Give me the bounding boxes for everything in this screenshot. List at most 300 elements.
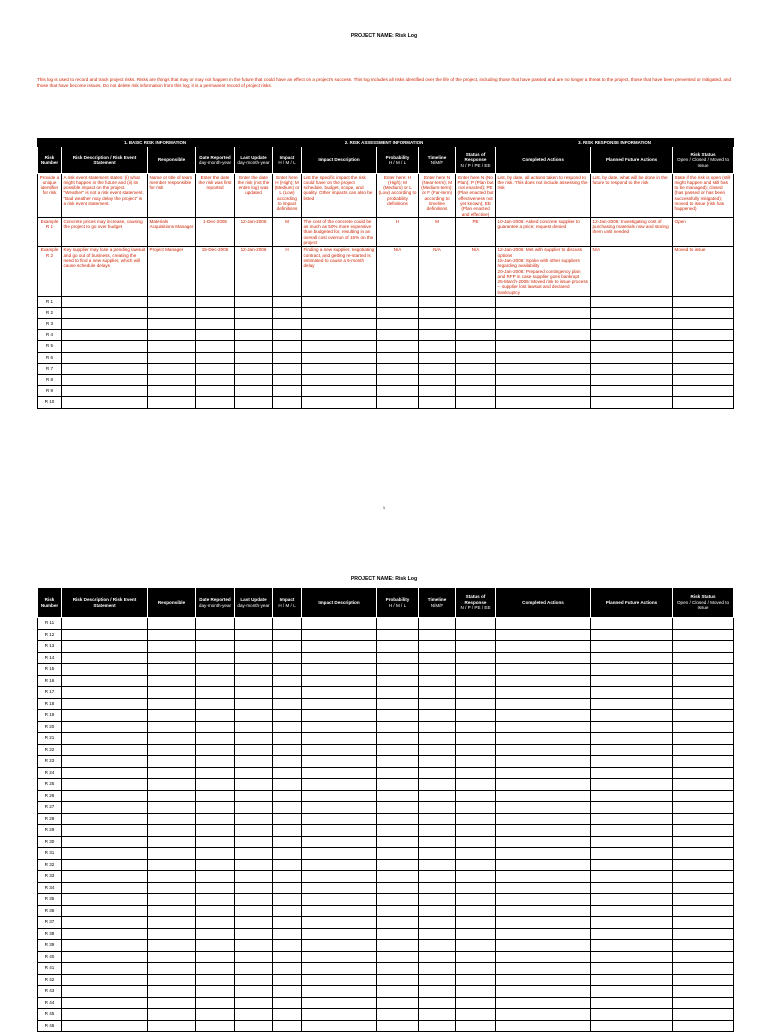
empty-cell[interactable] (62, 710, 148, 722)
empty-cell[interactable] (673, 917, 734, 929)
empty-cell[interactable] (456, 848, 496, 860)
empty-cell[interactable] (496, 756, 591, 768)
empty-cell[interactable] (273, 767, 302, 779)
empty-cell[interactable] (273, 733, 302, 745)
empty-cell[interactable] (62, 894, 148, 906)
empty-cell[interactable] (62, 986, 148, 998)
empty-cell[interactable] (377, 848, 419, 860)
empty-cell[interactable] (496, 397, 591, 408)
empty-cell[interactable] (419, 363, 456, 374)
empty-cell[interactable] (673, 363, 734, 374)
empty-cell[interactable] (673, 710, 734, 722)
empty-cell[interactable] (673, 951, 734, 963)
empty-cell[interactable] (62, 871, 148, 883)
empty-cell[interactable] (496, 767, 591, 779)
empty-cell[interactable] (496, 296, 591, 307)
empty-cell[interactable] (496, 710, 591, 722)
empty-cell[interactable] (591, 951, 673, 963)
empty-cell[interactable] (673, 641, 734, 653)
empty-cell[interactable] (196, 710, 235, 722)
empty-cell[interactable] (148, 721, 196, 733)
empty-cell[interactable] (62, 675, 148, 687)
empty-cell[interactable] (496, 813, 591, 825)
empty-cell[interactable] (196, 951, 235, 963)
empty-cell[interactable] (419, 652, 456, 664)
empty-cell[interactable] (235, 928, 273, 940)
empty-cell[interactable] (196, 330, 235, 341)
empty-cell[interactable] (196, 940, 235, 952)
empty-cell[interactable] (456, 664, 496, 676)
empty-cell[interactable] (273, 341, 302, 352)
empty-cell[interactable] (377, 836, 419, 848)
empty-cell[interactable] (456, 341, 496, 352)
empty-cell[interactable] (62, 756, 148, 768)
empty-cell[interactable] (591, 341, 673, 352)
empty-cell[interactable] (377, 813, 419, 825)
empty-cell[interactable] (302, 341, 377, 352)
empty-cell[interactable] (62, 363, 148, 374)
empty-cell[interactable] (673, 687, 734, 699)
empty-cell[interactable] (62, 733, 148, 745)
empty-cell[interactable] (62, 848, 148, 860)
empty-cell[interactable] (62, 1020, 148, 1032)
empty-cell[interactable] (235, 790, 273, 802)
empty-cell[interactable] (148, 894, 196, 906)
empty-cell[interactable] (673, 756, 734, 768)
empty-cell[interactable] (62, 318, 148, 329)
empty-cell[interactable] (456, 1009, 496, 1021)
empty-cell[interactable] (196, 997, 235, 1009)
empty-cell[interactable] (148, 905, 196, 917)
empty-cell[interactable] (496, 779, 591, 791)
empty-cell[interactable] (302, 330, 377, 341)
empty-cell[interactable] (377, 882, 419, 894)
empty-cell[interactable] (377, 859, 419, 871)
empty-cell[interactable] (673, 963, 734, 975)
empty-cell[interactable] (377, 963, 419, 975)
empty-cell[interactable] (591, 629, 673, 641)
empty-cell[interactable] (591, 963, 673, 975)
empty-cell[interactable] (235, 974, 273, 986)
empty-cell[interactable] (419, 974, 456, 986)
empty-cell[interactable] (673, 986, 734, 998)
empty-cell[interactable] (496, 802, 591, 814)
empty-cell[interactable] (673, 341, 734, 352)
empty-cell[interactable] (591, 871, 673, 883)
empty-cell[interactable] (591, 894, 673, 906)
empty-cell[interactable] (419, 397, 456, 408)
empty-cell[interactable] (591, 307, 673, 318)
empty-cell[interactable] (273, 698, 302, 710)
empty-cell[interactable] (302, 963, 377, 975)
empty-cell[interactable] (456, 744, 496, 756)
empty-cell[interactable] (377, 664, 419, 676)
empty-cell[interactable] (196, 744, 235, 756)
empty-cell[interactable] (419, 767, 456, 779)
empty-cell[interactable] (673, 940, 734, 952)
empty-cell[interactable] (673, 318, 734, 329)
empty-cell[interactable] (148, 986, 196, 998)
empty-cell[interactable] (591, 836, 673, 848)
empty-cell[interactable] (273, 318, 302, 329)
empty-cell[interactable] (62, 664, 148, 676)
empty-cell[interactable] (673, 296, 734, 307)
empty-cell[interactable] (377, 802, 419, 814)
empty-cell[interactable] (496, 386, 591, 397)
empty-cell[interactable] (456, 779, 496, 791)
empty-cell[interactable] (377, 652, 419, 664)
empty-cell[interactable] (196, 363, 235, 374)
empty-cell[interactable] (235, 687, 273, 699)
empty-cell[interactable] (496, 330, 591, 341)
empty-cell[interactable] (496, 675, 591, 687)
empty-cell[interactable] (235, 940, 273, 952)
empty-cell[interactable] (148, 629, 196, 641)
empty-cell[interactable] (302, 848, 377, 860)
empty-cell[interactable] (673, 859, 734, 871)
empty-cell[interactable] (196, 341, 235, 352)
empty-cell[interactable] (62, 767, 148, 779)
empty-cell[interactable] (196, 687, 235, 699)
empty-cell[interactable] (377, 790, 419, 802)
empty-cell[interactable] (148, 859, 196, 871)
empty-cell[interactable] (377, 871, 419, 883)
empty-cell[interactable] (673, 721, 734, 733)
empty-cell[interactable] (377, 397, 419, 408)
empty-cell[interactable] (302, 397, 377, 408)
empty-cell[interactable] (148, 618, 196, 630)
empty-cell[interactable] (419, 618, 456, 630)
empty-cell[interactable] (591, 374, 673, 385)
empty-cell[interactable] (456, 894, 496, 906)
empty-cell[interactable] (273, 756, 302, 768)
empty-cell[interactable] (456, 675, 496, 687)
empty-cell[interactable] (591, 802, 673, 814)
empty-cell[interactable] (302, 652, 377, 664)
empty-cell[interactable] (148, 352, 196, 363)
empty-cell[interactable] (377, 928, 419, 940)
empty-cell[interactable] (591, 848, 673, 860)
empty-cell[interactable] (419, 330, 456, 341)
empty-cell[interactable] (673, 629, 734, 641)
empty-cell[interactable] (302, 790, 377, 802)
empty-cell[interactable] (496, 1020, 591, 1032)
empty-cell[interactable] (148, 664, 196, 676)
empty-cell[interactable] (496, 721, 591, 733)
empty-cell[interactable] (148, 836, 196, 848)
empty-cell[interactable] (196, 1020, 235, 1032)
empty-cell[interactable] (456, 940, 496, 952)
empty-cell[interactable] (235, 386, 273, 397)
empty-cell[interactable] (496, 641, 591, 653)
empty-cell[interactable] (591, 882, 673, 894)
empty-cell[interactable] (148, 871, 196, 883)
empty-cell[interactable] (196, 974, 235, 986)
empty-cell[interactable] (377, 894, 419, 906)
empty-cell[interactable] (419, 825, 456, 837)
empty-cell[interactable] (673, 871, 734, 883)
empty-cell[interactable] (302, 318, 377, 329)
empty-cell[interactable] (196, 836, 235, 848)
empty-cell[interactable] (302, 859, 377, 871)
empty-cell[interactable] (302, 905, 377, 917)
empty-cell[interactable] (591, 664, 673, 676)
empty-cell[interactable] (419, 307, 456, 318)
empty-cell[interactable] (196, 629, 235, 641)
empty-cell[interactable] (273, 825, 302, 837)
empty-cell[interactable] (377, 675, 419, 687)
empty-cell[interactable] (148, 744, 196, 756)
empty-cell[interactable] (235, 825, 273, 837)
empty-cell[interactable] (235, 779, 273, 791)
empty-cell[interactable] (196, 802, 235, 814)
empty-cell[interactable] (62, 397, 148, 408)
empty-cell[interactable] (591, 318, 673, 329)
empty-cell[interactable] (419, 1020, 456, 1032)
empty-cell[interactable] (62, 652, 148, 664)
empty-cell[interactable] (377, 386, 419, 397)
empty-cell[interactable] (496, 744, 591, 756)
empty-cell[interactable] (673, 1020, 734, 1032)
empty-cell[interactable] (148, 675, 196, 687)
empty-cell[interactable] (496, 733, 591, 745)
empty-cell[interactable] (673, 675, 734, 687)
empty-cell[interactable] (377, 629, 419, 641)
empty-cell[interactable] (591, 296, 673, 307)
empty-cell[interactable] (148, 813, 196, 825)
empty-cell[interactable] (673, 664, 734, 676)
empty-cell[interactable] (235, 813, 273, 825)
empty-cell[interactable] (377, 374, 419, 385)
empty-cell[interactable] (196, 318, 235, 329)
empty-cell[interactable] (456, 698, 496, 710)
empty-cell[interactable] (456, 352, 496, 363)
empty-cell[interactable] (377, 951, 419, 963)
empty-cell[interactable] (377, 618, 419, 630)
empty-cell[interactable] (196, 813, 235, 825)
empty-cell[interactable] (673, 698, 734, 710)
empty-cell[interactable] (673, 836, 734, 848)
empty-cell[interactable] (456, 710, 496, 722)
empty-cell[interactable] (591, 779, 673, 791)
empty-cell[interactable] (62, 744, 148, 756)
empty-cell[interactable] (496, 997, 591, 1009)
empty-cell[interactable] (456, 641, 496, 653)
empty-cell[interactable] (196, 779, 235, 791)
empty-cell[interactable] (302, 779, 377, 791)
empty-cell[interactable] (62, 618, 148, 630)
empty-cell[interactable] (273, 675, 302, 687)
empty-cell[interactable] (235, 664, 273, 676)
empty-cell[interactable] (419, 698, 456, 710)
empty-cell[interactable] (419, 986, 456, 998)
empty-cell[interactable] (302, 756, 377, 768)
empty-cell[interactable] (235, 986, 273, 998)
empty-cell[interactable] (591, 710, 673, 722)
empty-cell[interactable] (273, 848, 302, 860)
empty-cell[interactable] (62, 341, 148, 352)
empty-cell[interactable] (302, 386, 377, 397)
empty-cell[interactable] (496, 882, 591, 894)
empty-cell[interactable] (148, 1009, 196, 1021)
empty-cell[interactable] (235, 629, 273, 641)
empty-cell[interactable] (673, 767, 734, 779)
empty-cell[interactable] (591, 767, 673, 779)
empty-cell[interactable] (591, 756, 673, 768)
empty-cell[interactable] (62, 629, 148, 641)
empty-cell[interactable] (196, 905, 235, 917)
empty-cell[interactable] (302, 296, 377, 307)
empty-cell[interactable] (673, 802, 734, 814)
empty-cell[interactable] (302, 710, 377, 722)
empty-cell[interactable] (302, 721, 377, 733)
empty-cell[interactable] (673, 397, 734, 408)
empty-cell[interactable] (591, 1009, 673, 1021)
empty-cell[interactable] (235, 374, 273, 385)
empty-cell[interactable] (302, 894, 377, 906)
empty-cell[interactable] (62, 859, 148, 871)
empty-cell[interactable] (273, 986, 302, 998)
empty-cell[interactable] (62, 790, 148, 802)
empty-cell[interactable] (456, 307, 496, 318)
empty-cell[interactable] (419, 894, 456, 906)
empty-cell[interactable] (302, 871, 377, 883)
empty-cell[interactable] (377, 721, 419, 733)
empty-cell[interactable] (62, 698, 148, 710)
empty-cell[interactable] (235, 859, 273, 871)
empty-cell[interactable] (591, 1020, 673, 1032)
empty-cell[interactable] (419, 963, 456, 975)
empty-cell[interactable] (419, 882, 456, 894)
empty-cell[interactable] (591, 397, 673, 408)
empty-cell[interactable] (148, 698, 196, 710)
empty-cell[interactable] (456, 363, 496, 374)
empty-cell[interactable] (302, 1020, 377, 1032)
empty-cell[interactable] (419, 386, 456, 397)
empty-cell[interactable] (196, 664, 235, 676)
empty-cell[interactable] (302, 675, 377, 687)
empty-cell[interactable] (196, 882, 235, 894)
empty-cell[interactable] (673, 790, 734, 802)
empty-cell[interactable] (419, 710, 456, 722)
empty-cell[interactable] (591, 940, 673, 952)
empty-cell[interactable] (377, 825, 419, 837)
empty-cell[interactable] (62, 813, 148, 825)
empty-cell[interactable] (377, 352, 419, 363)
empty-cell[interactable] (273, 882, 302, 894)
empty-cell[interactable] (62, 296, 148, 307)
empty-cell[interactable] (456, 974, 496, 986)
empty-cell[interactable] (196, 871, 235, 883)
empty-cell[interactable] (456, 951, 496, 963)
empty-cell[interactable] (62, 963, 148, 975)
empty-cell[interactable] (62, 825, 148, 837)
empty-cell[interactable] (148, 940, 196, 952)
empty-cell[interactable] (273, 1009, 302, 1021)
empty-cell[interactable] (496, 836, 591, 848)
empty-cell[interactable] (196, 928, 235, 940)
empty-cell[interactable] (302, 641, 377, 653)
empty-cell[interactable] (496, 352, 591, 363)
empty-cell[interactable] (148, 363, 196, 374)
empty-cell[interactable] (673, 307, 734, 318)
empty-cell[interactable] (273, 687, 302, 699)
empty-cell[interactable] (273, 374, 302, 385)
empty-cell[interactable] (673, 330, 734, 341)
empty-cell[interactable] (235, 318, 273, 329)
empty-cell[interactable] (62, 386, 148, 397)
empty-cell[interactable] (419, 733, 456, 745)
empty-cell[interactable] (377, 330, 419, 341)
empty-cell[interactable] (496, 974, 591, 986)
empty-cell[interactable] (196, 386, 235, 397)
empty-cell[interactable] (62, 330, 148, 341)
empty-cell[interactable] (148, 963, 196, 975)
empty-cell[interactable] (62, 917, 148, 929)
empty-cell[interactable] (456, 397, 496, 408)
empty-cell[interactable] (456, 318, 496, 329)
empty-cell[interactable] (62, 374, 148, 385)
empty-cell[interactable] (456, 825, 496, 837)
empty-cell[interactable] (302, 629, 377, 641)
empty-cell[interactable] (377, 363, 419, 374)
empty-cell[interactable] (377, 905, 419, 917)
empty-cell[interactable] (273, 629, 302, 641)
empty-cell[interactable] (456, 813, 496, 825)
empty-cell[interactable] (377, 318, 419, 329)
empty-cell[interactable] (235, 871, 273, 883)
empty-cell[interactable] (377, 756, 419, 768)
empty-cell[interactable] (196, 721, 235, 733)
empty-cell[interactable] (456, 330, 496, 341)
empty-cell[interactable] (456, 386, 496, 397)
empty-cell[interactable] (591, 698, 673, 710)
empty-cell[interactable] (302, 307, 377, 318)
empty-cell[interactable] (456, 767, 496, 779)
empty-cell[interactable] (496, 825, 591, 837)
empty-cell[interactable] (62, 905, 148, 917)
empty-cell[interactable] (302, 664, 377, 676)
empty-cell[interactable] (302, 363, 377, 374)
empty-cell[interactable] (62, 974, 148, 986)
empty-cell[interactable] (302, 997, 377, 1009)
empty-cell[interactable] (496, 894, 591, 906)
empty-cell[interactable] (273, 779, 302, 791)
empty-cell[interactable] (456, 802, 496, 814)
empty-cell[interactable] (377, 307, 419, 318)
empty-cell[interactable] (591, 790, 673, 802)
empty-cell[interactable] (419, 744, 456, 756)
empty-cell[interactable] (273, 974, 302, 986)
empty-cell[interactable] (591, 997, 673, 1009)
empty-cell[interactable] (273, 802, 302, 814)
empty-cell[interactable] (673, 825, 734, 837)
empty-cell[interactable] (273, 813, 302, 825)
empty-cell[interactable] (377, 698, 419, 710)
empty-cell[interactable] (196, 296, 235, 307)
empty-cell[interactable] (591, 618, 673, 630)
empty-cell[interactable] (496, 940, 591, 952)
empty-cell[interactable] (456, 721, 496, 733)
empty-cell[interactable] (235, 1009, 273, 1021)
empty-cell[interactable] (62, 641, 148, 653)
empty-cell[interactable] (148, 825, 196, 837)
empty-cell[interactable] (235, 997, 273, 1009)
empty-cell[interactable] (496, 963, 591, 975)
empty-cell[interactable] (419, 756, 456, 768)
empty-cell[interactable] (148, 397, 196, 408)
empty-cell[interactable] (496, 871, 591, 883)
